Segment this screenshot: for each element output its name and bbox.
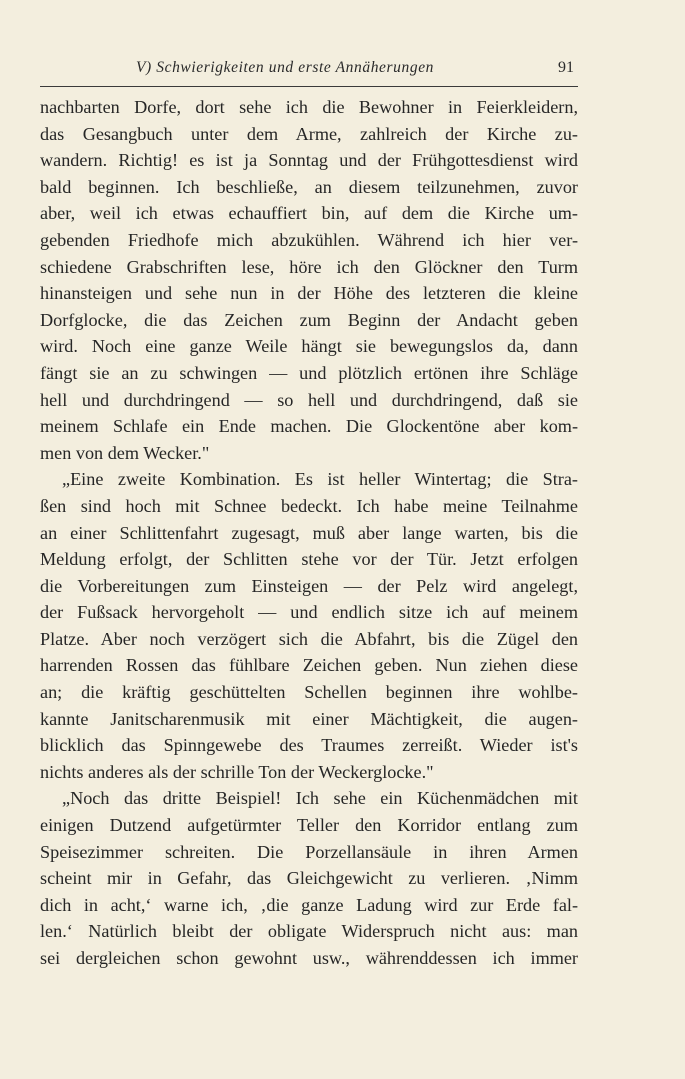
text-line: blicklich das Spinngewebe des Traumes zerreißt. Wieder ist's <box>40 735 578 756</box>
text-line: aber, weil ich etwas echauffiert bin, auf dem die Kirche um- <box>40 203 578 224</box>
text-line: der Fußsack hervorgeholt — und endlich sitze ich auf meinem <box>40 602 578 623</box>
text-line: nichts anderes als der schrille Ton der Weckerglocke." <box>40 761 434 782</box>
text-line: hell und durchdringend — so hell und durchdringend, daß sie <box>40 389 578 410</box>
text-line: men von dem Wecker." <box>40 442 210 463</box>
text-line: die Vorbereitungen zum Einsteigen — der Pelz wird angelegt, <box>40 575 578 596</box>
text-line: fängt sie an zu schwingen — und plötzlich ertönen ihre Schläge <box>40 362 578 383</box>
paragraph-1 <box>40 94 578 466</box>
text-line: sei dergleichen schon gewohnt usw., währenddessen ich immer <box>40 948 578 968</box>
text-line: ßen sind hoch mit Schnee bedeckt. Ich habe meine Teilnahme <box>40 495 578 516</box>
running-title: V) Schwierigkeiten und erste Annäherungen <box>135 59 435 76</box>
text-line: „Noch das dritte Beispiel! Ich sehe ein Küchenmädchen mit <box>62 788 578 809</box>
text-line: an; die kräftig geschüttelten Schellen beginnen ihre wohlbe- <box>40 682 578 703</box>
text-line: schiedene Grabschriften lese, höre ich den Glöckner den Turm <box>40 256 578 277</box>
text-line: kannte Janitscharenmusik mit einer Mächtigkeit, die augen- <box>40 708 578 729</box>
text-line: hinansteigen und sehe nun in der Höhe des letzteren die kleine <box>40 283 578 304</box>
text-line: Platze. Aber noch verzögert sich die Abfahrt, bis die Zügel den <box>40 628 578 649</box>
text-line: meinem Schlafe ein Ende machen. Die Glockentöne aber kom- <box>40 416 578 437</box>
text-line: wird. Noch eine ganze Weile hängt sie bewegungslos da, dann <box>40 336 578 357</box>
text-line: das Gesangbuch unter dem Arme, zahlreich der Kirche zu- <box>40 123 578 144</box>
text-line: nachbarten Dorfe, dort sehe ich die Bewohner in Feierkleidern, <box>40 97 578 117</box>
text-line: len.‘ Natürlich bleibt der obligate Widerspruch nicht aus: man <box>40 921 578 942</box>
body-text <box>40 94 578 972</box>
text-line: „Eine zweite Kombination. Es ist heller Wintertag; die Stra- <box>62 469 578 490</box>
page-number: 91 <box>558 59 574 76</box>
text-line: Speisezimmer schreiten. Die Porzellansäule in ihren Armen <box>40 841 578 862</box>
page-header <box>40 56 578 87</box>
text-line: wandern. Richtig! es ist ja Sonntag und der Frühgottesdienst wird <box>40 150 578 171</box>
paragraph-2 <box>40 466 578 785</box>
text-line: gebenden Friedhofe mich abzukühlen. Während ich hier ver- <box>40 229 578 250</box>
text-line: Meldung erfolgt, der Schlitten stehe vor der Tür. Jetzt erfolgen <box>40 549 578 570</box>
text-line: Dorfglocke, die das Zeichen zum Beginn der Andacht geben <box>40 309 578 330</box>
text-line: scheint mir in Gefahr, das Gleichgewicht zu verlieren. ‚Nimm <box>40 868 578 889</box>
text-line: an einer Schlittenfahrt zugesagt, muß aber lange warten, bis die <box>40 522 578 543</box>
text-line: harrenden Rossen das fühlbare Zeichen geben. Nun ziehen diese <box>40 655 578 676</box>
text-line: bald beginnen. Ich beschließe, an diesem teilzunehmen, zuvor <box>40 176 578 197</box>
text-line: dich in acht,‘ warne ich, ‚die ganze Ladung wird zur Erde fal- <box>40 894 578 915</box>
text-line: einigen Dutzend aufgetürmter Teller den Korridor entlang zum <box>40 815 578 836</box>
paragraph-3 <box>40 785 578 971</box>
